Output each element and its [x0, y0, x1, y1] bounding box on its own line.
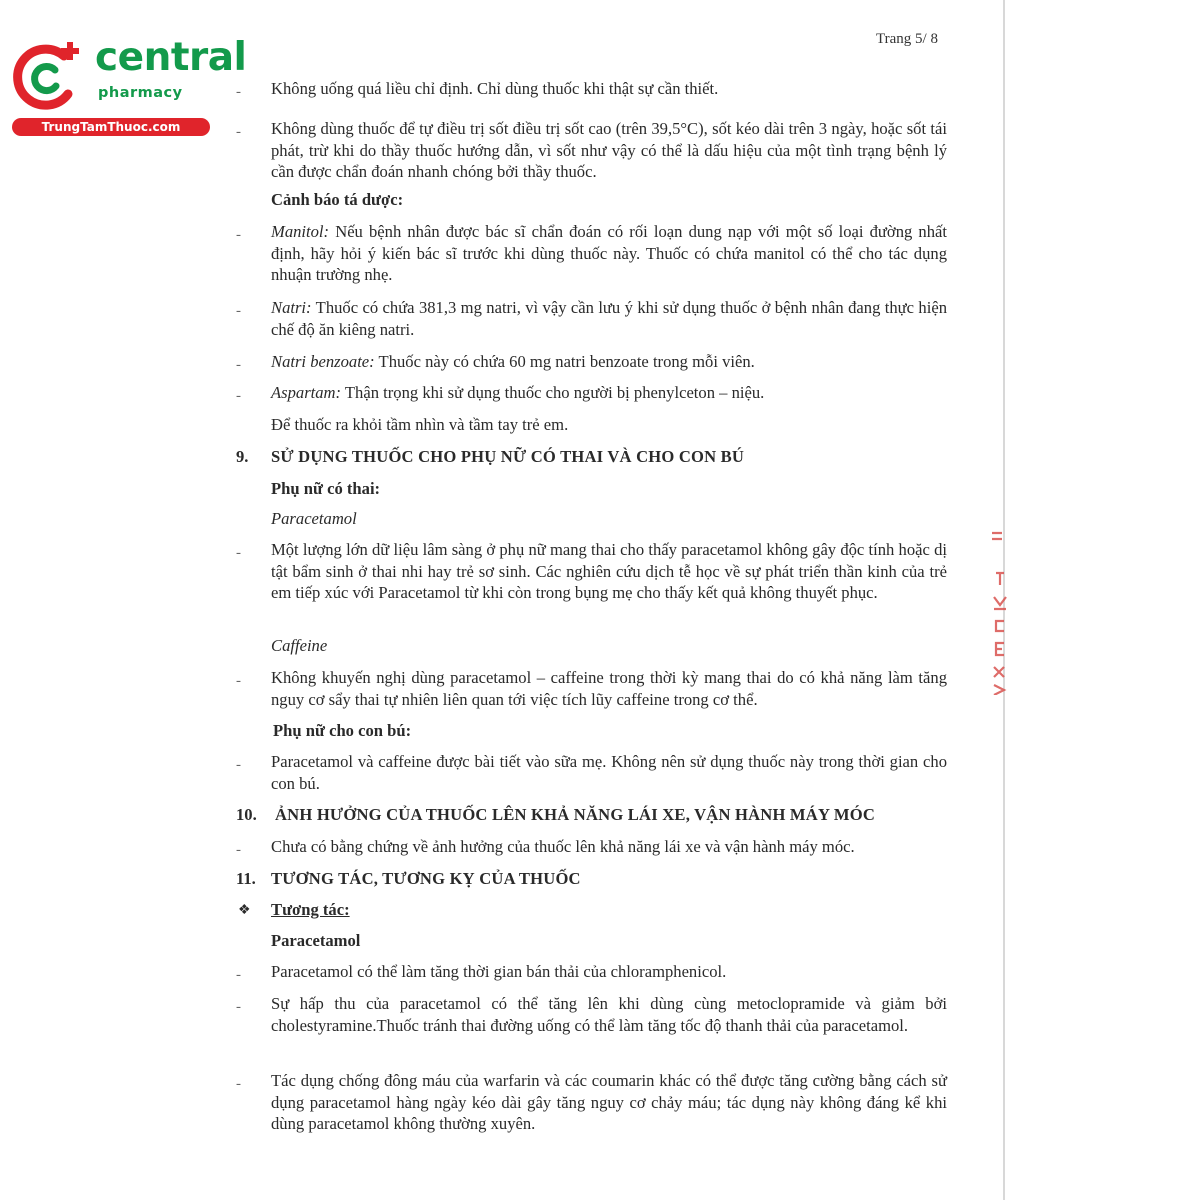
- heading-paracetamol: Paracetamol: [271, 931, 361, 950]
- central-pharmacy-logo: [10, 35, 247, 138]
- section-10-number: 10.: [236, 805, 257, 824]
- term-natri: Natri:: [271, 298, 312, 317]
- heading-nursing-women: Phụ nữ cho con bú:: [273, 721, 412, 740]
- page-number: Trang 5/ 8: [876, 31, 938, 47]
- heading-interactions: Tương tác:: [271, 900, 350, 919]
- bullet-icon: -: [236, 124, 241, 140]
- bullet-icon: -: [236, 357, 241, 373]
- paragraph-nursing: Paracetamol và caffeine được bài tiết vào sữa mẹ. Không nên sử dụng thuốc này trong thời gian cho con bú.: [271, 752, 947, 793]
- paragraph-fever-warning: Không dùng thuốc để tự điều trị sốt điều trị sốt cao (trên 39,5°C), sốt kéo dài trên 3 ngày, hoặc sốt tái phát, trừ khi do thầy thuốc hướng dẫn, vì sốt như vậy có thể là dấu hiệu của một tình trạng bệnh lý cần được chẩn đoán nhanh chóng bởi thầy thuốc.: [271, 119, 947, 181]
- logo-banner: TrungTamThuoc.com: [12, 118, 210, 136]
- text-aspartam: Thận trọng khi sử dụng thuốc cho người bị phenylceton – niệu.: [341, 383, 765, 402]
- logo-tagline: pharmacy: [98, 85, 183, 101]
- bullet-icon: -: [236, 545, 241, 561]
- logo-wordmark: central: [95, 35, 247, 80]
- bullet-icon: -: [236, 227, 241, 243]
- bullet-icon: -: [236, 673, 241, 689]
- label-paracetamol: Paracetamol: [271, 509, 357, 528]
- paragraph-keep-away: Để thuốc ra khỏi tầm nhìn và tầm tay trẻ em.: [271, 415, 569, 434]
- section-9-number: 9.: [236, 447, 249, 466]
- term-natri-benzoate: Natri benzoate:: [271, 352, 375, 371]
- text-natri-benzoate: Thuốc này có chứa 60 mg natri benzoate trong mỗi viên.: [374, 352, 755, 371]
- text-natri: Thuốc có chứa 381,3 mg natri, vì vậy cần lưu ý khi sử dụng thuốc ở bệnh nhân đang thực hiện chế độ ăn kiêng natri.: [271, 298, 947, 339]
- central-c-logo-icon: [10, 40, 86, 116]
- paragraph-interaction-warfarin: Tác dụng chống đông máu của warfarin và các coumarin khác có thể được tăng cường bằng cách sử dụng paracetamol hàng ngày kéo dài gây tăng nguy cơ chảy máu; tác dụng này không đáng kể khi dùng paracetamol không thường xuyên.: [271, 1071, 947, 1133]
- paragraph-natri: [271, 297, 947, 340]
- diamond-bullet-icon: ❖: [238, 903, 251, 918]
- term-manitol: Manitol:: [271, 222, 330, 241]
- section-11-number: 11.: [236, 869, 256, 888]
- heading-pregnant-women: Phụ nữ có thai:: [271, 479, 381, 498]
- paragraph-pregnancy-paracetamol: Một lượng lớn dữ liệu lâm sàng ở phụ nữ mang thai cho thấy paracetamol không gây độc tính hoặc dị tật bẩm sinh ở thai nhi hay trẻ sơ sinh. Các nghiên cứu dịch tễ học về sự phát triển thần kinh của trẻ em tiếp xúc với Paracetamol từ khi còn trong bụng mẹ cho thấy kết quả không thuyết phục.: [271, 540, 947, 602]
- paragraph-manitol: [271, 221, 947, 286]
- section-11-title: TƯƠNG TÁC, TƯƠNG KỴ CỦA THUỐC: [271, 869, 581, 888]
- red-stamp-fragment-icon: [988, 525, 1008, 695]
- paragraph-driving: Chưa có bằng chứng về ảnh hưởng của thuốc lên khả năng lái xe và vận hành máy móc.: [271, 837, 855, 856]
- paragraph-natri-benzoate: [271, 351, 947, 373]
- heading-excipient-warning: Cảnh báo tá dược:: [271, 190, 404, 209]
- term-aspartam: Aspartam:: [271, 383, 342, 402]
- text-manitol: Nếu bệnh nhân được bác sĩ chẩn đoán có rối loạn dung nạp với một số loại đường nhất định, hãy hỏi ý kiến bác sĩ trước khi dùng thuốc này. Thuốc có chứa manitol có thể cho tác dụng nhuận trường nhẹ.: [271, 222, 947, 284]
- bullet-icon: -: [236, 757, 241, 773]
- section-10-title: ẢNH HƯỞNG CỦA THUỐC LÊN KHẢ NĂNG LÁI XE, VẬN HÀNH MÁY MÓC: [275, 805, 876, 824]
- paragraph-interaction-chloramphenicol: Paracetamol có thể làm tăng thời gian bán thải của chloramphenicol.: [271, 962, 727, 981]
- bullet-icon: -: [236, 999, 241, 1015]
- bullet-icon: -: [236, 84, 241, 100]
- label-caffeine: Caffeine: [271, 636, 328, 655]
- section-9-title: SỬ DỤNG THUỐC CHO PHỤ NỮ CÓ THAI VÀ CHO CON BÚ: [271, 447, 745, 466]
- bullet-icon: -: [236, 388, 241, 404]
- bullet-icon: -: [236, 303, 241, 319]
- bullet-icon: -: [236, 967, 241, 983]
- bullet-icon: -: [236, 1076, 241, 1092]
- paragraph-dose-warning: Không uống quá liều chỉ định. Chỉ dùng thuốc khi thật sự cần thiết.: [271, 79, 719, 98]
- paragraph-interaction-metoclopramide: Sự hấp thu của paracetamol có thể tăng lên khi dùng cùng metoclopramide và giảm bởi cholestyramine.Thuốc tránh thai đường uống có thể làm tăng tốc độ thanh thải của paracetamol.: [271, 994, 947, 1035]
- bullet-icon: -: [236, 842, 241, 858]
- paragraph-pregnancy-caffeine: Không khuyến nghị dùng paracetamol – caffeine trong thời kỳ mang thai do có khả năng làm tăng nguy cơ sẩy thai tự nhiên liên quan tới việc tích lũy caffeine trong cơ thể.: [271, 668, 947, 709]
- paragraph-aspartam: [271, 382, 947, 404]
